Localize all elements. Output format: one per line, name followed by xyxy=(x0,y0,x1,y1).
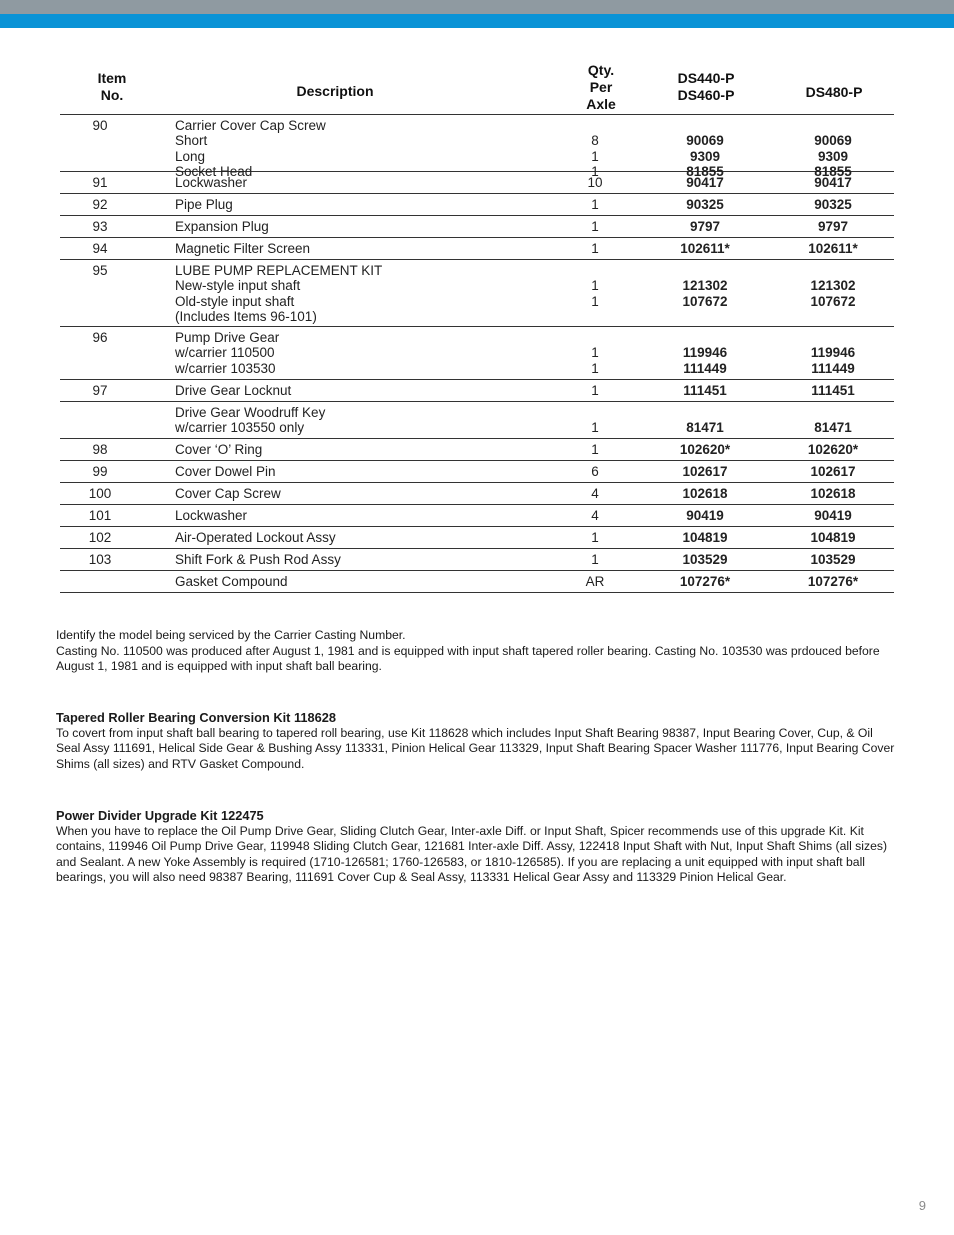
cell-ds480 xyxy=(788,175,878,190)
cell-qty-line: AR xyxy=(585,574,605,589)
cell-ds480-line: 103529 xyxy=(810,552,856,567)
cell-ds480-line: 111449 xyxy=(811,360,855,376)
cell-ds440-ds460 xyxy=(660,574,750,589)
cell-description xyxy=(175,175,247,190)
header-qty-line: Qty. xyxy=(587,62,615,78)
cell-ds480-line: 90419 xyxy=(814,508,852,523)
cell-ds480-line: 121302 xyxy=(810,278,856,294)
cell-qty-line: 4 xyxy=(591,508,599,523)
cell-ds480 xyxy=(788,574,878,589)
cell-ds480-line xyxy=(788,309,878,324)
header-ds1-line: DS440-P xyxy=(677,70,735,86)
cell-ds440-ds460-line: 103529 xyxy=(682,552,728,567)
cell-description-line: Pipe Plug xyxy=(175,197,233,212)
table-row xyxy=(60,402,894,439)
cell-ds440-ds460-line xyxy=(660,330,750,345)
cell-ds440-ds460-line: 81855 xyxy=(686,164,724,180)
cell-description xyxy=(175,197,233,212)
cell-ds480-line: 107672 xyxy=(810,293,856,309)
cell-ds440-ds460-line: 119946 xyxy=(682,345,728,361)
cell-description-line: Drive Gear Woodruff Key xyxy=(175,405,326,420)
cell-ds440-ds460-line xyxy=(660,118,750,133)
header-band-gray xyxy=(0,0,954,14)
cell-qty-line: 1 xyxy=(591,383,599,398)
cell-description xyxy=(175,442,262,457)
cell-ds480-line: 90069 xyxy=(814,133,852,149)
cell-qty xyxy=(580,383,610,398)
cell-ds480-line xyxy=(788,405,878,420)
cell-ds480 xyxy=(788,241,878,256)
cell-ds440-ds460-line: 90419 xyxy=(686,508,724,523)
cell-qty xyxy=(580,175,610,190)
table-row xyxy=(60,172,894,194)
cell-qty-line: 1 xyxy=(591,530,599,545)
cell-ds440-ds460-line: 90417 xyxy=(686,175,724,190)
cell-qty xyxy=(580,263,610,325)
cell-ds480 xyxy=(788,383,878,398)
cell-ds440-ds460 xyxy=(660,486,750,501)
cell-item-no: 95 xyxy=(92,263,108,278)
table-row xyxy=(60,380,894,402)
cell-description xyxy=(175,241,310,256)
cell-description-line: Drive Gear Locknut xyxy=(175,383,292,398)
cell-qty-line: 1 xyxy=(591,552,599,567)
cell-ds480-line: 81855 xyxy=(814,164,852,180)
cell-qty-line: 1 xyxy=(591,345,599,361)
cell-ds440-ds460 xyxy=(660,552,750,567)
table-row xyxy=(60,439,894,461)
cell-ds480 xyxy=(788,330,878,376)
cell-ds480 xyxy=(788,464,878,479)
cell-description-line: Socket Head xyxy=(175,164,253,180)
cell-ds480-line: 9309 xyxy=(817,148,849,164)
cell-ds440-ds460-line: 90069 xyxy=(686,133,724,149)
cell-item-no: 93 xyxy=(92,219,108,234)
cell-description-line: w/carrier 103550 only xyxy=(175,420,305,436)
table-row xyxy=(60,260,894,327)
cell-description-line: Pump Drive Gear xyxy=(175,330,280,345)
cell-description-line: Shift Fork & Push Rod Assy xyxy=(175,552,341,567)
cell-ds440-ds460-line: 81471 xyxy=(686,420,724,436)
cell-ds480-line xyxy=(788,263,878,278)
cell-ds440-ds460 xyxy=(660,508,750,523)
cell-item-no: 99 xyxy=(92,464,108,479)
header-ds440-ds460 xyxy=(660,70,752,104)
cell-description xyxy=(175,508,247,523)
cell-description-line: Short xyxy=(175,133,208,149)
cell-ds440-ds460 xyxy=(660,175,750,190)
cell-ds440-ds460 xyxy=(660,263,750,325)
cell-item-no: 94 xyxy=(92,241,108,256)
cell-qty xyxy=(580,197,610,212)
cell-description xyxy=(175,464,276,479)
cell-ds440-ds460 xyxy=(660,530,750,545)
cell-item-no: 103 xyxy=(88,552,112,567)
cell-ds440-ds460-line: 102617 xyxy=(682,464,728,479)
cell-description-line: Long xyxy=(175,148,206,164)
cell-ds480 xyxy=(788,405,878,436)
cell-ds480 xyxy=(788,263,878,325)
cell-qty xyxy=(580,241,610,256)
cell-qty xyxy=(580,405,610,436)
cell-description-line: Gasket Compound xyxy=(175,574,288,589)
cell-ds480 xyxy=(788,442,878,457)
cell-qty-line: 1 xyxy=(591,148,599,164)
cell-ds440-ds460-line: 9797 xyxy=(689,219,721,234)
cell-ds440-ds460 xyxy=(660,219,750,234)
casting-note-line2: Casting No. 110500 was produced after August 1, 1981 and is equipped with input shaft tapered roller bearing. Casting No. 103530 was prdouced before August 1, 1981 and is equipped with input shaft ball bearing. xyxy=(56,643,880,674)
cell-ds440-ds460-line: 102620* xyxy=(679,442,731,457)
kit1-section xyxy=(56,710,896,772)
table-header xyxy=(60,60,894,115)
cell-qty xyxy=(580,574,610,589)
cell-description-line: Cover ‘O’ Ring xyxy=(175,442,263,457)
cell-ds440-ds460-line: 9309 xyxy=(689,148,721,164)
page-number: 9 xyxy=(918,1198,926,1213)
cell-description-line: w/carrier 103530 xyxy=(175,360,276,376)
cell-ds440-ds460 xyxy=(660,197,750,212)
cell-ds480-line xyxy=(788,118,878,133)
table-row xyxy=(60,216,894,238)
cell-qty-line: 1 xyxy=(591,360,599,376)
cell-description xyxy=(175,405,325,436)
cell-ds480-line: 9797 xyxy=(817,219,849,234)
header-item-line: Item xyxy=(97,70,127,86)
cell-qty-line: 1 xyxy=(591,442,599,457)
cell-description xyxy=(175,118,326,180)
cell-ds480-line: 111451 xyxy=(811,383,855,398)
cell-item-no: 98 xyxy=(92,442,108,457)
cell-ds440-ds460 xyxy=(660,442,750,457)
cell-ds480-line: 102620* xyxy=(807,442,859,457)
cell-qty-line: 1 xyxy=(591,241,599,256)
header-qty-line: Per xyxy=(589,79,613,95)
cell-ds480 xyxy=(788,219,878,234)
header-ds1-line: DS460-P xyxy=(677,87,735,103)
cell-qty xyxy=(580,530,610,545)
cell-ds440-ds460-line xyxy=(660,405,750,420)
cell-ds440-ds460-line xyxy=(660,263,750,278)
cell-ds440-ds460 xyxy=(660,330,750,376)
cell-qty xyxy=(580,552,610,567)
cell-ds440-ds460 xyxy=(660,241,750,256)
header-ds480: DS480-P xyxy=(805,84,863,100)
cell-qty-line: 6 xyxy=(591,464,599,479)
cell-ds440-ds460-line: 111451 xyxy=(683,383,727,398)
table-row xyxy=(60,461,894,483)
cell-qty-line: 8 xyxy=(591,133,599,149)
cell-item-no: 101 xyxy=(88,508,112,523)
cell-description xyxy=(175,574,288,589)
cell-ds440-ds460 xyxy=(660,464,750,479)
cell-ds440-ds460-line: 90325 xyxy=(686,197,724,212)
cell-qty-line: 1 xyxy=(591,197,599,212)
cell-ds480-line: 102618 xyxy=(810,486,856,501)
cell-qty-line: 1 xyxy=(591,420,599,436)
cell-description-line: Cover Dowel Pin xyxy=(175,464,276,479)
cell-qty-line: 10 xyxy=(587,175,603,190)
cell-item-no: 97 xyxy=(92,383,108,398)
cell-description-line: Magnetic Filter Screen xyxy=(175,241,311,256)
header-qty xyxy=(575,62,627,113)
header-item-no xyxy=(78,70,146,104)
cell-qty-line: 1 xyxy=(591,164,599,180)
cell-description-line: Carrier Cover Cap Screw xyxy=(175,118,326,133)
table-row xyxy=(60,238,894,260)
cell-ds440-ds460 xyxy=(660,383,750,398)
header-item-line: No. xyxy=(100,87,124,103)
cell-qty-line: 4 xyxy=(591,486,599,501)
cell-ds480-line: 90417 xyxy=(814,175,852,190)
kit2-body: When you have to replace the Oil Pump Drive Gear, Sliding Clutch Gear, Inter-axle Diff. or Input Shaft, Spicer recommends use of this upgrade Kit. Kit contains, 119946 Oil Pump Drive Gear, 119948 Sliding Clutch Gear, 121681 Inter-axle Diff. Assy, 122418 Input Shaft with Nut, Input Shaft Shims (all sizes) and Sealant. A new Yoke Assembly is required (1710-126581; 1760-126583, or 1810-126585). If you are replacing a unit equipped with input shaft ball bearings, you will also need 98387 Bearing, 111691 Cover Cup & Seal Assy, 113331 Helical Gear Assy and 113329 Pinion Helical Gear. xyxy=(56,823,888,885)
cell-ds440-ds460 xyxy=(660,405,750,436)
table-row xyxy=(60,571,894,593)
table-row xyxy=(60,194,894,216)
cell-description-line: Air-Operated Lockout Assy xyxy=(175,530,336,545)
cell-description xyxy=(175,263,382,325)
cell-ds480-line: 104819 xyxy=(810,530,856,545)
cell-ds440-ds460 xyxy=(660,118,750,180)
cell-ds440-ds460-line: 104819 xyxy=(682,530,728,545)
table-row xyxy=(60,115,894,180)
cell-qty xyxy=(580,118,610,180)
cell-ds440-ds460-line: 102611* xyxy=(680,241,730,256)
cell-ds440-ds460-line: 121302 xyxy=(682,278,728,294)
cell-qty xyxy=(580,330,610,376)
cell-description-line: w/carrier 110500 xyxy=(175,345,275,361)
cell-qty-line xyxy=(580,309,610,324)
cell-ds480 xyxy=(788,118,878,180)
cell-ds480-line xyxy=(788,330,878,345)
cell-ds440-ds460-line: 107672 xyxy=(682,293,728,309)
cell-qty xyxy=(580,219,610,234)
cell-qty-line: 1 xyxy=(591,278,599,294)
table-row xyxy=(60,527,894,549)
table-body xyxy=(60,115,894,593)
cell-description-line: Expansion Plug xyxy=(175,219,269,234)
cell-qty-line xyxy=(580,330,610,345)
cell-ds480 xyxy=(788,486,878,501)
table-row xyxy=(60,505,894,527)
cell-ds440-ds460-line: 102618 xyxy=(682,486,728,501)
cell-description xyxy=(175,530,336,545)
cell-ds440-ds460-line: 111449 xyxy=(683,360,727,376)
header-band-blue xyxy=(0,14,954,28)
cell-ds480 xyxy=(788,530,878,545)
casting-note-line1: Identify the model being serviced by the Carrier Casting Number. xyxy=(56,628,406,642)
cell-qty-line xyxy=(580,118,610,133)
cell-qty xyxy=(580,442,610,457)
table-row xyxy=(60,483,894,505)
cell-description-line: Lockwasher xyxy=(175,508,248,523)
cell-ds480-line: 102617 xyxy=(810,464,856,479)
cell-qty-line xyxy=(580,405,610,420)
cell-qty-line: 1 xyxy=(591,219,599,234)
cell-ds440-ds460-line xyxy=(660,309,750,324)
cell-item-no: 91 xyxy=(92,175,108,190)
cell-item-no: 96 xyxy=(92,330,108,345)
cell-item-no: 102 xyxy=(88,530,112,545)
cell-ds480-line: 119946 xyxy=(810,345,856,361)
cell-ds480-line: 107276* xyxy=(807,574,859,589)
cell-ds480-line: 102611* xyxy=(808,241,858,256)
kit1-body: To covert from input shaft ball bearing to tapered roll bearing, use Kit 118628 which includes Input Shaft Bearing 98387, Input Bearing Cover, Cup, & Oil Seal Assy 111691, Helical Side Gear & Bushing Assy 113331, Pinion Helical Gear 113329, Input Shaft Bearing Spacer Washer 111776, Input Bearing Cover Shims (all sizes) and RTV Gasket Compound. xyxy=(56,725,895,771)
table-row xyxy=(60,327,894,380)
casting-notes xyxy=(56,628,896,675)
cell-qty-line: 1 xyxy=(591,293,599,309)
table-row xyxy=(60,549,894,571)
cell-qty xyxy=(580,464,610,479)
parts-table xyxy=(60,60,894,593)
cell-qty-line xyxy=(580,263,610,278)
kit1-title: Tapered Roller Bearing Conversion Kit 118628 xyxy=(56,710,336,725)
cell-description xyxy=(175,383,291,398)
cell-description xyxy=(175,552,341,567)
cell-ds480-line: 81471 xyxy=(814,420,852,436)
kit2-section xyxy=(56,808,896,886)
cell-ds480 xyxy=(788,552,878,567)
cell-item-no: 92 xyxy=(92,197,108,212)
cell-description xyxy=(175,330,279,376)
cell-item-no: 100 xyxy=(88,486,112,501)
cell-item-no: 90 xyxy=(92,118,108,133)
cell-description-line: Old-style input shaft xyxy=(175,293,295,309)
cell-ds480 xyxy=(788,197,878,212)
cell-qty xyxy=(580,486,610,501)
cell-description-line: Cover Cap Screw xyxy=(175,486,281,501)
cell-qty xyxy=(580,508,610,523)
cell-description xyxy=(175,486,281,501)
kit2-title: Power Divider Upgrade Kit 122475 xyxy=(56,808,264,823)
header-description: Description xyxy=(296,83,374,99)
header-qty-line: Axle xyxy=(586,96,616,112)
cell-ds440-ds460-line: 107276* xyxy=(679,574,731,589)
cell-description-line: LUBE PUMP REPLACEMENT KIT xyxy=(175,263,383,278)
cell-description xyxy=(175,219,269,234)
cell-description-line: Lockwasher xyxy=(175,175,248,190)
cell-ds480 xyxy=(788,508,878,523)
cell-description-line: (Includes Items 96-101) xyxy=(175,309,317,325)
cell-description-line: New-style input shaft xyxy=(175,278,301,294)
cell-ds480-line: 90325 xyxy=(814,197,852,212)
